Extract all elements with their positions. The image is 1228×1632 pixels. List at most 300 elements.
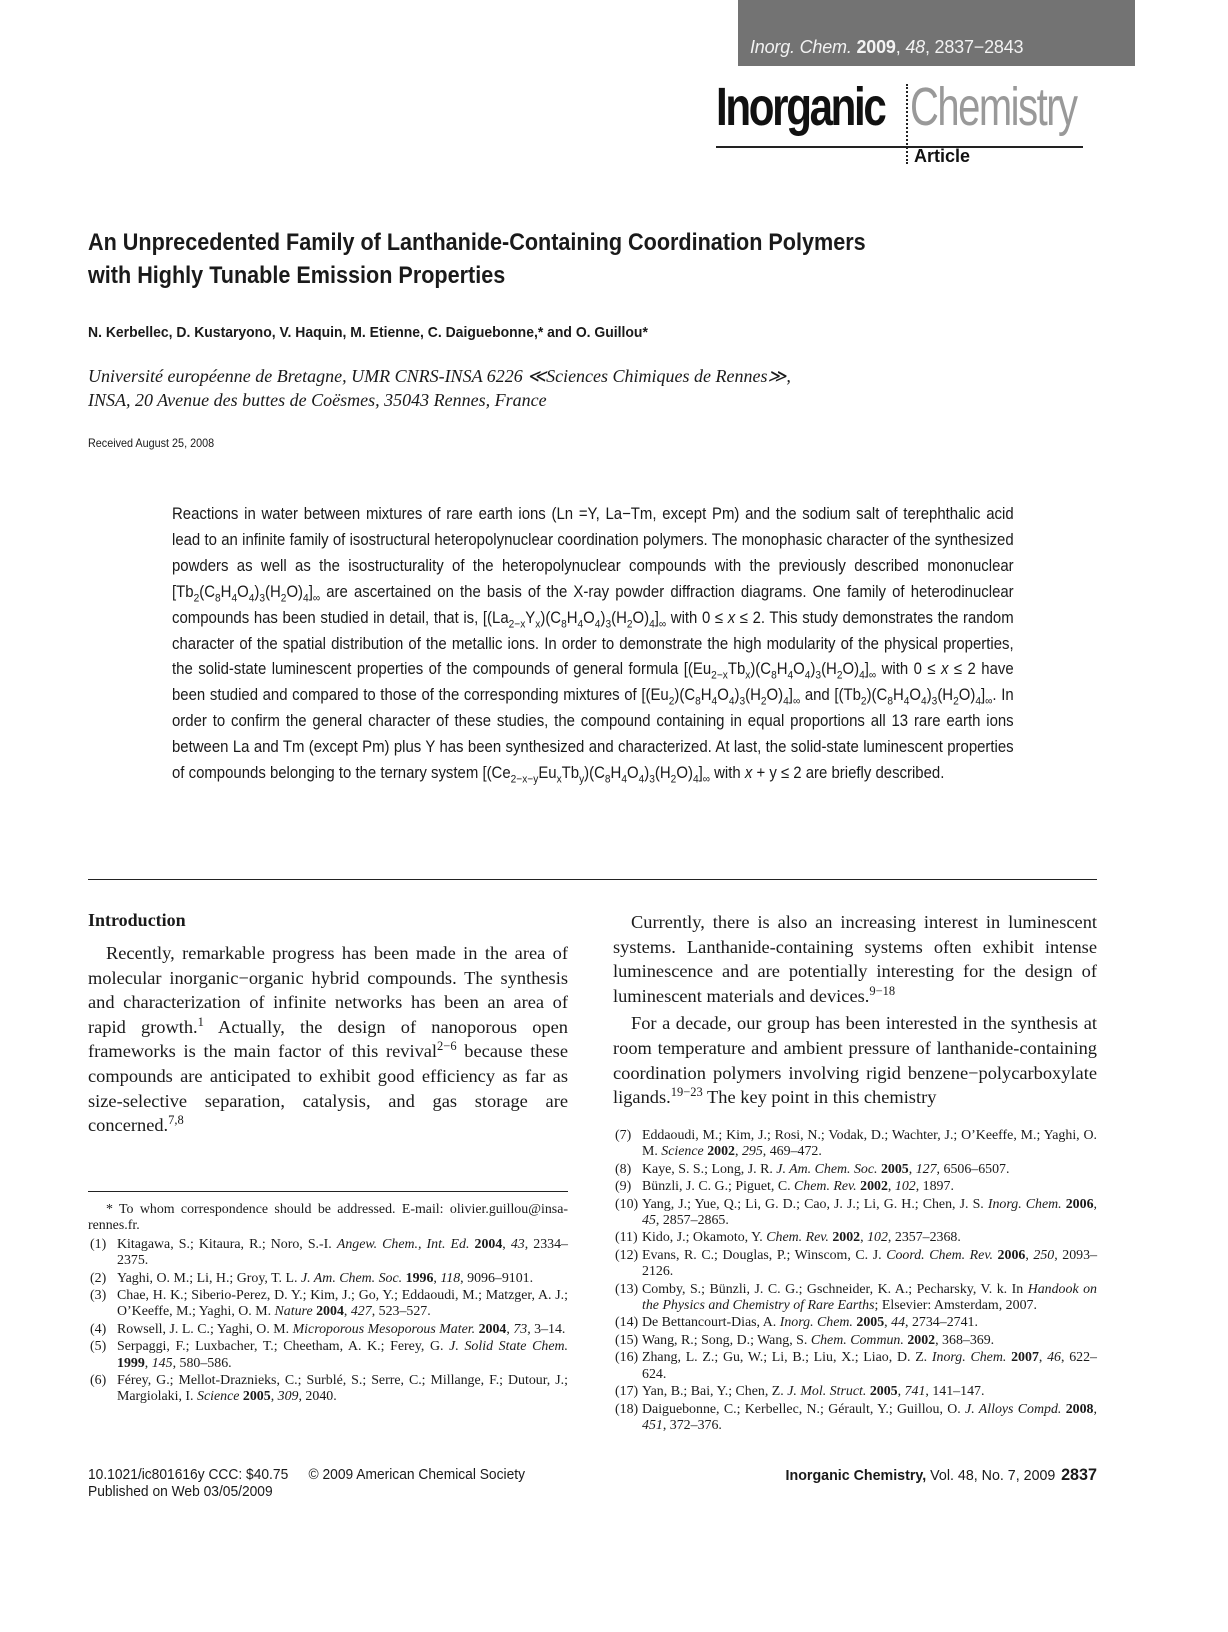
logo-chemistry: Chemistry	[910, 77, 1077, 137]
received-date: Received August 25, 2008	[88, 436, 215, 450]
text-run: 2004	[478, 1321, 507, 1337]
text-run: 4	[711, 695, 718, 708]
text-run: 2005	[856, 1315, 885, 1331]
text-run: H	[700, 686, 712, 705]
text-run: ,	[897, 1384, 905, 1400]
footer-volume: Vol. 48, No. 7, 2009	[926, 1467, 1056, 1484]
text-run: , 2093–2126.	[642, 1247, 1098, 1280]
text-run: )	[644, 764, 650, 783]
text-run: ,	[734, 1144, 742, 1160]
text-run: x	[744, 764, 753, 783]
text-run: 43	[510, 1236, 525, 1252]
reference-item	[613, 1128, 1097, 1161]
footer-right	[720, 1465, 1097, 1485]
text-run: H	[610, 764, 622, 783]
reference-item	[613, 1230, 1097, 1246]
text-run: 4	[783, 695, 789, 708]
text-run: 2−6	[437, 1039, 457, 1054]
reference-text	[642, 1350, 1097, 1383]
text-run: 741	[904, 1384, 926, 1400]
text-run: Currently, there is also an increasing interest in luminescent systems. Lanthanide-containing systems often exhibit intense luminescence and are potentially interesting for the design of luminescent materials and devices.	[613, 912, 1097, 1006]
text-run: Inorg. Chem.	[931, 1350, 1007, 1366]
text-run: ≤ 2. This study demonstrates the random character of the spatial distribution of the metallic ions. In order to demonstrate the high modularity of the physical properties, the solid-state luminescent properties of the compounds of general formula [(Eu	[172, 608, 1014, 679]
text-run: O	[627, 764, 639, 783]
reference-text	[642, 1333, 1097, 1349]
correspondence-note: * To whom correspondence should be addressed. E-mail: olivier.guillou@insa-rennes.fr.	[88, 1202, 568, 1234]
text-run: O	[793, 660, 805, 679]
text-run: 19−23	[670, 1085, 703, 1100]
reference-item	[613, 1248, 1097, 1281]
text-run: 4	[804, 669, 811, 682]
text-run: Serpaggi, F.; Luxbacher, T.; Cheetham, A. K.; Ferey, G.	[117, 1339, 450, 1355]
text-run: 4	[577, 617, 584, 630]
text-run: , 469–472.	[762, 1144, 822, 1160]
footer-journal: Inorganic Chemistry,	[785, 1467, 927, 1484]
text-run: ]	[654, 608, 659, 627]
text-run: 118	[440, 1270, 461, 1286]
text-run: Coord. Chem. Rev.	[886, 1247, 993, 1263]
text-run: 2002	[860, 1179, 888, 1195]
text-run: Nature	[274, 1304, 313, 1320]
reference-number: (2)	[90, 1270, 107, 1286]
text-run: 427	[350, 1304, 372, 1320]
text-run: y	[579, 773, 585, 786]
text-run: and [(Tb	[800, 686, 861, 705]
reference-number: (17)	[615, 1384, 639, 1400]
text-run: 4	[231, 592, 238, 605]
text-run: x	[940, 660, 949, 679]
reference-item	[88, 1271, 568, 1287]
text-run: (H	[821, 660, 837, 679]
logo-inorganic: Inorganic	[716, 77, 885, 137]
reference-list-right	[613, 1128, 1097, 1435]
text-run: )	[810, 660, 816, 679]
text-run: De Bettancourt-Dias, A.	[642, 1315, 780, 1331]
text-run: , 9096–9101.	[460, 1270, 534, 1286]
text-run: ; Elsevier: Amsterdam, 2007.	[874, 1298, 1037, 1314]
body-paragraph	[88, 941, 568, 1138]
text-run: 2−x	[711, 669, 728, 682]
text-run: , 3–14.	[527, 1321, 566, 1337]
text-run: 451	[642, 1417, 663, 1433]
text-run: H	[566, 608, 578, 627]
divider	[88, 879, 1097, 880]
text-run: O)	[842, 660, 860, 679]
text-run: )(C	[750, 660, 772, 679]
reference-text	[117, 1271, 568, 1287]
text-run: 4	[975, 695, 982, 708]
text-run: , 2334–2375.	[117, 1236, 568, 1269]
text-run: )(C	[674, 686, 696, 705]
text-run: 8	[695, 695, 701, 708]
text-run: ]	[308, 582, 313, 601]
text-run: Kaye, S. S.; Long, J. R.	[642, 1161, 777, 1177]
text-run: ]	[788, 686, 793, 705]
text-run: Actually, the design of nanoporous open frameworks is the main factor of this revival	[88, 1016, 568, 1062]
reference-item	[613, 1197, 1097, 1230]
reference-item	[88, 1237, 568, 1270]
page-number: 2837	[1061, 1465, 1097, 1484]
text-run: ≤ 2 have been studied and compared to those of the corresponding mixtures of [(Eu	[172, 660, 1014, 705]
text-run: 1996	[405, 1270, 434, 1286]
text-run: , 6506–6507.	[936, 1161, 1010, 1177]
text-run: )	[600, 608, 606, 627]
body-paragraph	[613, 910, 1097, 1008]
text-run: ∞	[702, 773, 710, 786]
text-run: 295	[741, 1144, 763, 1160]
text-run: Microporous Mesoporous Mater.	[292, 1321, 476, 1337]
text-run: 2	[193, 592, 200, 605]
text-run: Chem. Commun.	[810, 1332, 904, 1348]
text-run: (H	[745, 686, 761, 705]
reference-item	[613, 1162, 1097, 1178]
logo-divider	[906, 84, 908, 164]
text-run: 2−x−y	[510, 773, 539, 786]
text-run: 4	[921, 695, 927, 708]
text-run: 7,8	[168, 1113, 184, 1128]
text-run: Y	[525, 608, 536, 627]
text-run: ∞	[658, 617, 667, 630]
text-run: Angew. Chem., Int. Ed.	[336, 1236, 470, 1252]
reference-text	[642, 1197, 1097, 1230]
reference-text	[642, 1230, 1097, 1246]
text-run: Recently, remarkable progress has been made in the area of molecular inorganic−organic hybrid compounds. The synthesis and characterization of infinite networks has been an area of rapid growth.	[88, 943, 568, 1037]
text-run: 3	[259, 592, 266, 605]
logo-rule	[716, 146, 1083, 148]
reference-number: (12)	[615, 1247, 639, 1263]
text-run: Inorg. Chem.	[750, 37, 857, 57]
text-run: , 2734–2741.	[905, 1315, 978, 1331]
text-run: 2002	[707, 1144, 735, 1160]
reference-text	[642, 1162, 1097, 1178]
text-run: Science	[197, 1389, 240, 1405]
text-run: ,	[1025, 1247, 1034, 1263]
text-run: Wang, R.; Song, D.; Wang, S.	[642, 1332, 811, 1348]
text-run: with	[709, 764, 745, 783]
text-run: 145	[151, 1355, 173, 1371]
reference-text	[642, 1402, 1097, 1435]
text-run: 4	[649, 617, 655, 630]
footer-left	[88, 1466, 525, 1500]
text-run: Yang, J.; Yue, Q.; Li, G. D.; Cao, J. J.; Li, G. H.; Chen, J. S.	[642, 1196, 988, 1212]
reference-text	[117, 1237, 568, 1270]
reference-number: (14)	[615, 1315, 639, 1331]
text-run: 45	[642, 1213, 656, 1229]
reference-text	[642, 1282, 1097, 1315]
text-run: Reactions in water between mixtures of rare earth ions (Ln =Y, La−Tm, except Pm) and the sodium salt of terephthalic acid lead to an infinite family of isostructural heteropolynuclear coordination polymers. The monophasic character of the synthesized powders as well as the isostructurality of the heteropolynuclear compounds with the previously described mononuclear [Tb	[172, 505, 1014, 601]
text-run: 4	[787, 669, 794, 682]
text-run: H	[892, 686, 904, 705]
body-paragraph	[613, 1011, 1097, 1109]
footnote-divider	[88, 1191, 568, 1192]
text-run: 2007	[1011, 1350, 1039, 1366]
text-run: Yaghi, O. M.; Li, H.; Groy, T. L.	[117, 1270, 301, 1286]
reference-number: (4)	[90, 1321, 107, 1337]
text-run: 4	[621, 773, 628, 786]
text-run: Science	[661, 1144, 704, 1160]
text-run: 102	[894, 1179, 916, 1195]
reference-item	[613, 1282, 1097, 1315]
text-run: H	[220, 582, 232, 601]
text-run: , 2857–2865.	[655, 1213, 729, 1229]
text-run: 2004	[474, 1236, 503, 1252]
reference-item	[88, 1288, 568, 1321]
text-run: ,	[502, 1236, 511, 1252]
text-run: Yan, B.; Bai, Y.; Chen, Z.	[642, 1384, 788, 1400]
text-run: , 523–527.	[371, 1304, 431, 1320]
text-run: ,	[270, 1389, 278, 1405]
citation-text	[750, 37, 1023, 57]
reference-number: (10)	[615, 1196, 639, 1212]
reference-text	[117, 1373, 568, 1406]
text-run: + y ≤ 2 are briefly described.	[752, 764, 945, 783]
reference-number: (6)	[90, 1373, 107, 1389]
text-run: 4	[303, 592, 309, 605]
text-run: Chem. Rev.	[794, 1179, 857, 1195]
reference-number: (5)	[90, 1339, 107, 1355]
text-run: ∞	[792, 695, 801, 708]
text-run: O)	[958, 686, 976, 705]
text-run: 2005	[880, 1161, 909, 1177]
affiliation	[88, 364, 791, 412]
text-run: with 0 ≤	[666, 608, 728, 627]
text-run: 250	[1033, 1247, 1055, 1263]
text-run: are ascertained on the basis of the X-ray powder diffraction diagrams. One family of heterodinuclear compounds has been studied in detail, that is, [(La	[172, 582, 1014, 627]
text-run: J. Mol. Struct.	[787, 1384, 867, 1400]
text-run: The key point in this chemistry	[702, 1087, 937, 1108]
text-run: 4	[903, 695, 910, 708]
text-run: x	[556, 773, 562, 786]
text-run: x	[745, 669, 751, 682]
text-run: 4	[728, 695, 735, 708]
text-run: ,	[1093, 1401, 1097, 1417]
text-run: ,	[1093, 1196, 1097, 1212]
text-run: ,	[144, 1355, 152, 1371]
copyright: © 2009 American Chemical Society	[308, 1466, 525, 1483]
text-run: Handook on the Physics and Chemistry of Rare Earths	[642, 1281, 1097, 1314]
text-run: 73	[513, 1321, 528, 1337]
text-run: 2	[280, 592, 287, 605]
text-run: 3	[931, 695, 938, 708]
text-run: 127	[915, 1161, 937, 1177]
text-run: 3	[815, 669, 822, 682]
text-run: ,	[506, 1321, 514, 1337]
reference-item	[613, 1350, 1097, 1383]
reference-number: (3)	[90, 1288, 107, 1304]
text-run: J. Am. Chem. Soc.	[300, 1270, 403, 1286]
abstract	[172, 502, 1014, 787]
text-run: (H	[265, 582, 281, 601]
reference-item	[613, 1179, 1097, 1195]
text-run: , 2040.	[298, 1389, 337, 1405]
text-run: , 372–376.	[662, 1417, 722, 1433]
reference-item	[613, 1333, 1097, 1349]
affiliation-line: Université européenne de Bretagne, UMR CNRS-INSA 6226 ≪Sciences Chimiques de Rennes≫,	[88, 366, 791, 386]
text-run: , 368–369.	[935, 1332, 995, 1348]
text-run: 309	[277, 1389, 299, 1405]
text-run: 2	[836, 669, 843, 682]
text-run: 2	[860, 695, 867, 708]
reference-text	[642, 1248, 1097, 1281]
reference-item	[613, 1384, 1097, 1400]
reference-number: (18)	[615, 1401, 639, 1417]
text-run: (C	[199, 582, 216, 601]
reference-number: (9)	[615, 1179, 632, 1195]
reference-text	[117, 1288, 568, 1321]
reference-list-left	[88, 1237, 568, 1406]
text-run: 2	[670, 773, 677, 786]
journal-logo	[716, 76, 1116, 171]
text-run: Chem. Rev.	[766, 1230, 829, 1246]
text-run: 46	[1047, 1350, 1061, 1366]
text-run: Comby, S.; Bünzli, J. C. G.; Gschneider, K. A.; Pecharsky, V. k. In	[642, 1281, 1028, 1297]
text-run: )	[926, 686, 932, 705]
text-run: Férey, G.; Mellot-Draznieks, C.; Surblé, S.; Serre, C.; Millange, F.; Dutour, J.; Margiolaki, I.	[117, 1373, 568, 1405]
reference-text	[117, 1322, 568, 1338]
text-run: (H	[654, 764, 671, 783]
text-run: 3	[649, 773, 655, 786]
text-run: O	[717, 686, 729, 705]
text-run: 2005	[242, 1389, 271, 1405]
text-run: 2005	[869, 1384, 898, 1400]
reference-item	[88, 1339, 568, 1372]
text-run: , 141–147.	[925, 1384, 985, 1400]
text-run: ∞	[312, 592, 321, 605]
reference-number: (16)	[615, 1350, 639, 1366]
text-run: )(C	[540, 608, 562, 627]
text-run: , 2837−2843	[924, 37, 1024, 57]
text-run: Chae, H. K.; Siberio-Perez, D. Y.; Kim, J.; Go, Y.; Eddaoudi, M.; Matzger, A. J.; O’Keeffe, M.; Yaghi, O. M.	[117, 1288, 568, 1320]
text-run: Tb	[561, 764, 580, 783]
reference-number: (11)	[615, 1230, 638, 1246]
text-run: )	[734, 686, 740, 705]
text-run: 2	[626, 617, 633, 630]
text-run: ∞	[868, 669, 877, 682]
published-date: Published on Web 03/05/2009	[88, 1483, 273, 1500]
text-run: Inorg. Chem.	[779, 1315, 853, 1331]
affiliation-line: INSA, 20 Avenue des buttes de Coësmes, 35043 Rennes, France	[88, 390, 547, 410]
reference-number: (13)	[615, 1281, 639, 1297]
doi-price: 10.1021/ic801616y CCC: $40.75	[88, 1466, 289, 1483]
text-run: Zhang, L. Z.; Gu, W.; Li, B.; Liu, X.; Liao, D. Z.	[642, 1350, 932, 1366]
text-run: 4	[692, 773, 699, 786]
text-run: Kitagawa, S.; Kitaura, R.; Noro, S.-I.	[117, 1236, 337, 1252]
text-run: 2002	[907, 1332, 936, 1348]
left-column	[88, 910, 568, 1138]
text-run: 4	[638, 773, 645, 786]
text-run: Daiguebonne, C.; Kerbellec, N.; Gérault, Y.; Guillou, O.	[642, 1401, 966, 1417]
text-run: 8	[771, 669, 777, 682]
text-run: O	[237, 582, 249, 601]
reference-number: (8)	[615, 1161, 632, 1177]
section-label: Article	[914, 146, 971, 166]
paper-title: An Unprecedented Family of Lanthanide-Containing Coordination Polymers with Highly Tunable Emission Properties	[88, 229, 866, 289]
text-run: ]	[698, 764, 703, 783]
footnotes-left	[88, 1202, 568, 1407]
text-run: Tb	[727, 660, 746, 679]
reference-text	[117, 1339, 568, 1372]
text-run: For a decade, our group has been interested in the synthesis at room temperature and ambient pressure of lanthanide-containing coordination polymers involving rigid benzene−polycarboxylate ligands.	[613, 1013, 1097, 1108]
text-run: )(C	[584, 764, 605, 783]
reference-text	[642, 1384, 1097, 1400]
text-run: H	[776, 660, 788, 679]
text-run: (H	[937, 686, 954, 705]
section-heading-introduction: Introduction	[88, 910, 186, 930]
text-run: Evans, R. C.; Douglas, P.; Winscom, C. J.	[642, 1247, 887, 1263]
text-run: Inorg. Chem.	[987, 1196, 1062, 1212]
text-run: Rowsell, J. L. C.; Yaghi, O. M.	[117, 1321, 293, 1337]
text-run: ,	[1038, 1350, 1048, 1366]
text-run: O	[909, 686, 922, 705]
text-run: 44	[891, 1315, 906, 1331]
text-run: 2−x	[508, 617, 526, 630]
text-run: 2	[760, 695, 767, 708]
text-run: x	[535, 617, 541, 630]
text-run: 8	[604, 773, 611, 786]
text-run: )	[254, 582, 260, 601]
text-run: 8	[887, 695, 893, 708]
reference-text	[642, 1179, 1097, 1195]
text-run: 2004	[316, 1304, 344, 1320]
citation-banner	[738, 0, 1135, 66]
text-run: 2002	[832, 1230, 861, 1246]
text-run: O)	[286, 582, 304, 601]
text-run: 2008	[1065, 1401, 1094, 1417]
text-run: , 580–586.	[172, 1355, 232, 1371]
text-run: Eu	[538, 764, 557, 783]
reference-item	[613, 1402, 1097, 1435]
text-run: J. Am. Chem. Soc.	[776, 1161, 878, 1177]
text-run: Bünzli, J. C. G.; Piguet, C.	[642, 1179, 795, 1195]
text-run: with 0 ≤	[876, 660, 941, 679]
right-column	[613, 910, 1097, 1110]
text-run: ∞	[985, 695, 993, 708]
reference-item	[88, 1322, 568, 1338]
text-run: ,	[895, 37, 906, 57]
text-run: x	[727, 608, 736, 627]
text-run: O)	[676, 764, 693, 783]
text-run: 9−18	[869, 983, 896, 998]
text-run: O)	[632, 608, 650, 627]
text-run: 48	[905, 37, 925, 57]
text-run: 3	[739, 695, 746, 708]
text-run: (H	[611, 608, 627, 627]
text-run: 2006	[997, 1247, 1026, 1263]
text-run: 102	[867, 1230, 888, 1246]
text-run: 4	[594, 617, 601, 630]
reference-text	[642, 1315, 1097, 1331]
reference-number: (1)	[90, 1236, 107, 1252]
text-run: 4	[859, 669, 865, 682]
reference-number: (7)	[615, 1128, 632, 1143]
text-run: 4	[248, 592, 255, 605]
text-run: 1999	[117, 1355, 145, 1371]
text-run: 8	[215, 592, 221, 605]
authors: N. Kerbellec, D. Kustaryono, V. Haquin, M. Etienne, C. Daiguebonne,* and O. Guillou*	[88, 324, 648, 341]
text-run: )(C	[866, 686, 888, 705]
text-run: J. Alloys Compd.	[965, 1401, 1062, 1417]
text-run: 3	[605, 617, 612, 630]
text-run: 2	[668, 695, 675, 708]
text-run: Eddaoudi, M.; Kim, J.; Rosi, N.; Vodak, D.; Wachter, J.; O’Keeffe, M.; Yaghi, O. M.	[642, 1128, 1097, 1160]
text-run: . In order to confirm the general character of these studies, the compound containing in equal proportions all 13 rare earth ions between La and Tm (except Pm) plus Y has been synthesized and characterized. At last, the solid-state luminescent properties of compounds belonging to the ternary system [(Ce	[172, 686, 1014, 783]
text-run: because these compounds are anticipated to exhibit good efficiency as far as size-selective separation, catalysis, and gas storage are concerned.	[88, 1041, 568, 1136]
text-run: ]	[981, 686, 986, 705]
reference-number: (15)	[615, 1332, 639, 1348]
text-run: ,	[860, 1230, 868, 1246]
text-run: Kido, J.; Okamoto, Y.	[642, 1230, 767, 1246]
text-run: O	[583, 608, 595, 627]
